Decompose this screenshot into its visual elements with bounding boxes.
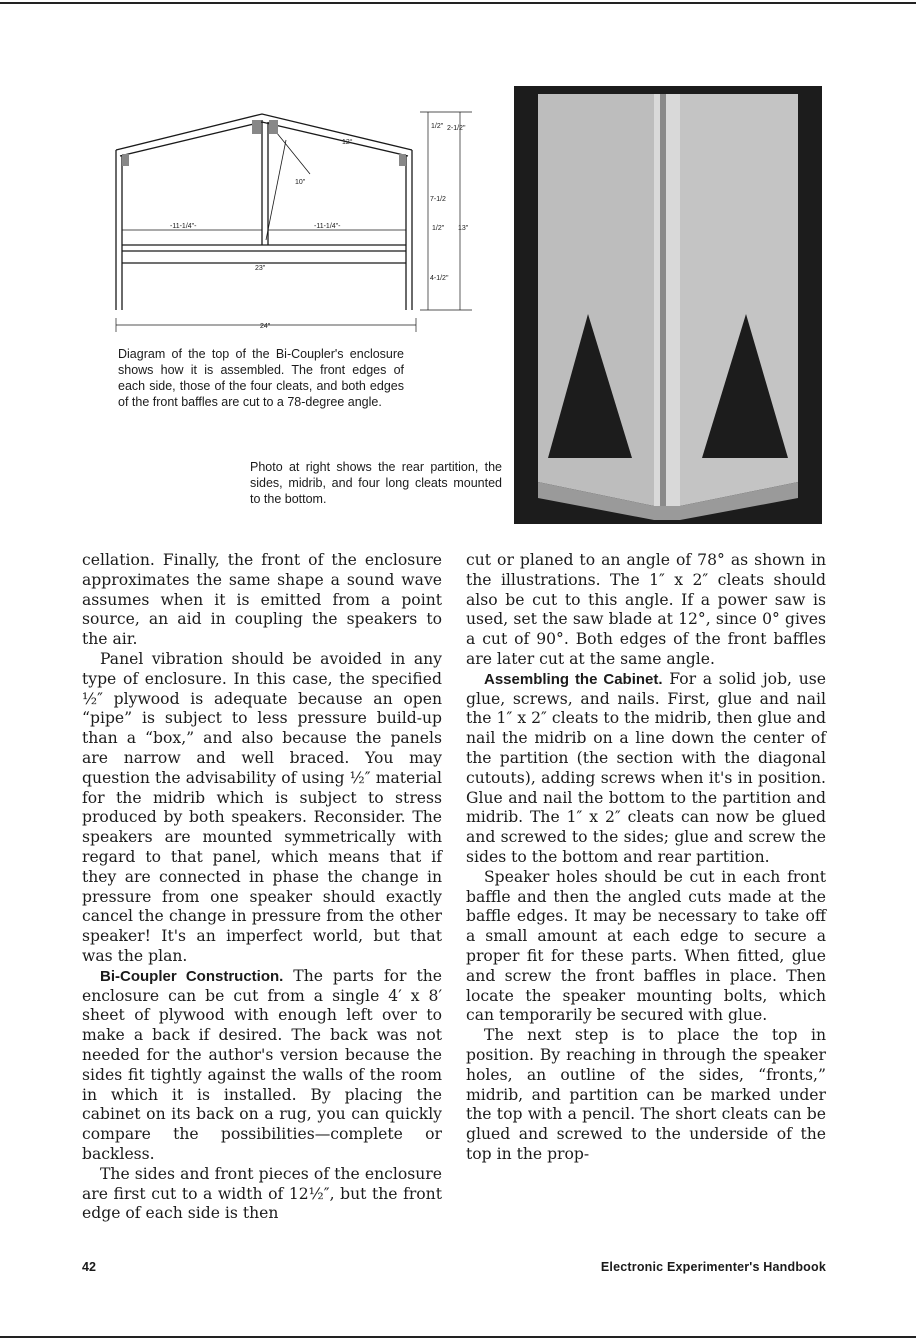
photo-caption: Photo at right shows the rear partition, the sides, midrib, and four long cleats mounted to the bottom.	[250, 460, 502, 506]
dim-4-1-2: 4-1/2"	[430, 275, 449, 282]
paragraph-text: The parts for the enclosure can be cut from a single 4′ x 8′ sheet of plywood with enough left over to make a back if desired. The back was not needed for the author's version because the sides fit tightly against the walls of the room in which it is installed. By placing the cabinet on its back on a rug, you can quickly compare the possibilities—complete or backless.	[82, 966, 442, 1163]
paragraph: Panel vibration should be avoided in any type of enclosure. In this case, the specified ½″ plywood is adequate because an open “pipe” is subject to less pressure build-up than a “box,” and also because the panels are narrow and well braced. You may question the advisability of using ½″ material for the midrib which is subject to stress produced by both speakers. Reconsider. The speakers are mounted symmetrically with regard to that panel, which means that if they are connected in phase the change in pressure from one speaker should exactly cancel the change in pressure from the other speaker! It's an imperfect world, but that was the plan.	[82, 649, 442, 965]
dim-2-1-2: 2-1/2"	[447, 125, 466, 132]
dim-11-1-4-right: -11-1/4"-	[314, 223, 341, 230]
enclosure-top-diagram	[110, 100, 490, 340]
paragraph: The next step is to place the top in position. By reaching in through the speaker holes, an outline of the sides, “fronts,” midrib, and partition can be marked under the top with a pencil. The short cleats can be glued and screwed to the underside of the top in the prop-	[466, 1026, 826, 1163]
dim-13-inch: 13"	[458, 225, 469, 232]
enclosure-photo	[514, 86, 822, 524]
paragraph-text: For a solid job, use glue, screws, and nails. First, glue and nail the 1″ x 2″ cleats to the midrib, then glue and nail the midrib on a line down the center of the partition (the section with the diagonal cutouts), adding screws when it's in position. Glue and nail the bottom to the partition and midrib. The 1″ x 2″ cleats can now be glued and screwed to the sides; glue and screw the sides to the bottom and rear partition.	[466, 669, 826, 866]
paragraph: The sides and front pieces of the enclosure are first cut to a width of 12½″, but the front edge of each side is then	[82, 1164, 442, 1223]
top-rule	[0, 2, 916, 4]
dim-24-inch: 24"	[260, 323, 271, 330]
dim-10-inch: 10"	[295, 179, 306, 186]
page-number: 42	[82, 1260, 96, 1274]
paragraph	[466, 670, 826, 868]
section-heading: Bi-Coupler Construction.	[100, 967, 284, 985]
dim-11-1-4-left: -11-1/4"-	[170, 223, 197, 230]
dim-half-inch-top: 1/2"	[431, 123, 444, 130]
dim-half-inch: 1/2"	[432, 225, 445, 232]
paragraph: cellation. Finally, the front of the enclosure approximates the same shape a sound wave assumes when it is emitted from a point source, an aid in coupling the speakers to the air.	[82, 551, 442, 649]
paragraph	[82, 967, 442, 1165]
left-column	[82, 551, 442, 1224]
dimension-labels	[170, 123, 469, 330]
paragraph: cut or planed to an angle of 78° as shown in the illustrations. The 1″ x 2″ cleats should also be cut to this angle. If a power saw is used, set the saw blade at 12°, since 0° gives a cut of 90°. Both edges of the front baffles are later cut at the same angle.	[466, 551, 826, 668]
dim-23-inch: 23"	[255, 265, 266, 272]
bottom-rule	[0, 1336, 916, 1338]
dim-12-degree: 12°	[342, 139, 353, 146]
diagram-caption: Diagram of the top of the Bi-Coupler's enclosure shows how it is assembled. The front edges of each side, those of the four cleats, and both edges of the front baffles are cut to a 78-degree angle.	[118, 347, 404, 409]
cleat-hatches	[122, 120, 406, 166]
running-footer: Electronic Experimenter's Handbook	[600, 1260, 826, 1274]
paragraph: Speaker holes should be cut in each front baffle and then the angled cuts made at the baffle edges. It may be necessary to take off a small amount at each edge to secure a proper fit for these parts. When fitted, glue and screw the front baffles in place. Then locate the speaker mounting bolts, which can temporarily be secured with glue.	[466, 867, 826, 1025]
dim-7-1-2: 7-1/2	[430, 196, 446, 203]
section-heading: Assembling the Cabinet.	[484, 670, 663, 688]
right-column	[466, 551, 826, 1165]
diagram-outline	[116, 112, 472, 332]
